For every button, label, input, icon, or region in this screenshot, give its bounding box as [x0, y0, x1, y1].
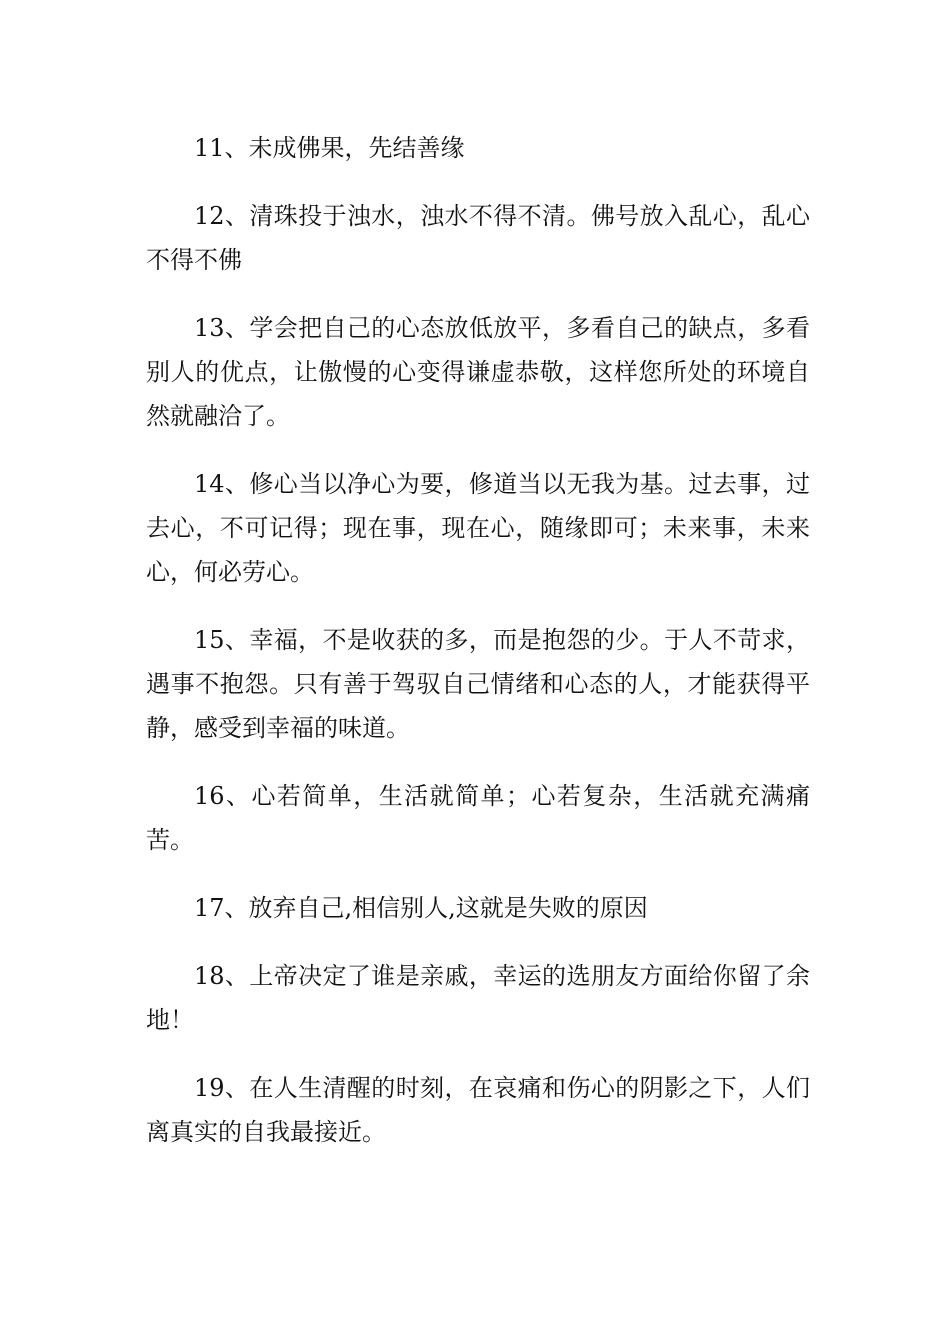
paragraph-11: 11、未成佛果，先结善缘	[194, 134, 465, 162]
paragraph-16: 16、心若简单，生活就简单；心若复杂，生活就充满痛苦。	[146, 782, 810, 854]
paragraph-19: 19、在人生清醒的时刻，在哀痛和伤心的阴影之下，人们离真实的自我最接近。	[146, 1074, 810, 1146]
paragraph-14: 14、修心当以净心为要，修道当以无我为基。过去事，过去心，不可记得；现在事，现在心，随缘即可；未来事，未来心，何必劳心。	[146, 470, 810, 586]
document-body	[146, 126, 810, 1178]
paragraph-17: 17、放弃自己,相信别人,这就是失败的原因	[194, 894, 648, 922]
paragraph-15: 15、幸福，不是收获的多，而是抱怨的少。于人不苛求，遇事不抱怨。只有善于驾驭自己情绪和心态的人，才能获得平静，感受到幸福的味道。	[146, 626, 810, 742]
paragraph-13: 13、学会把自己的心态放低放平，多看自己的缺点，多看别人的优点，让傲慢的心变得谦虚恭敬，这样您所处的环境自然就融洽了。	[146, 314, 810, 430]
paragraph-18: 18、上帝决定了谁是亲戚，幸运的选朋友方面给你留了余地！	[146, 962, 810, 1034]
paragraph-12: 12、清珠投于浊水，浊水不得不清。佛号放入乱心，乱心不得不佛	[146, 202, 810, 274]
